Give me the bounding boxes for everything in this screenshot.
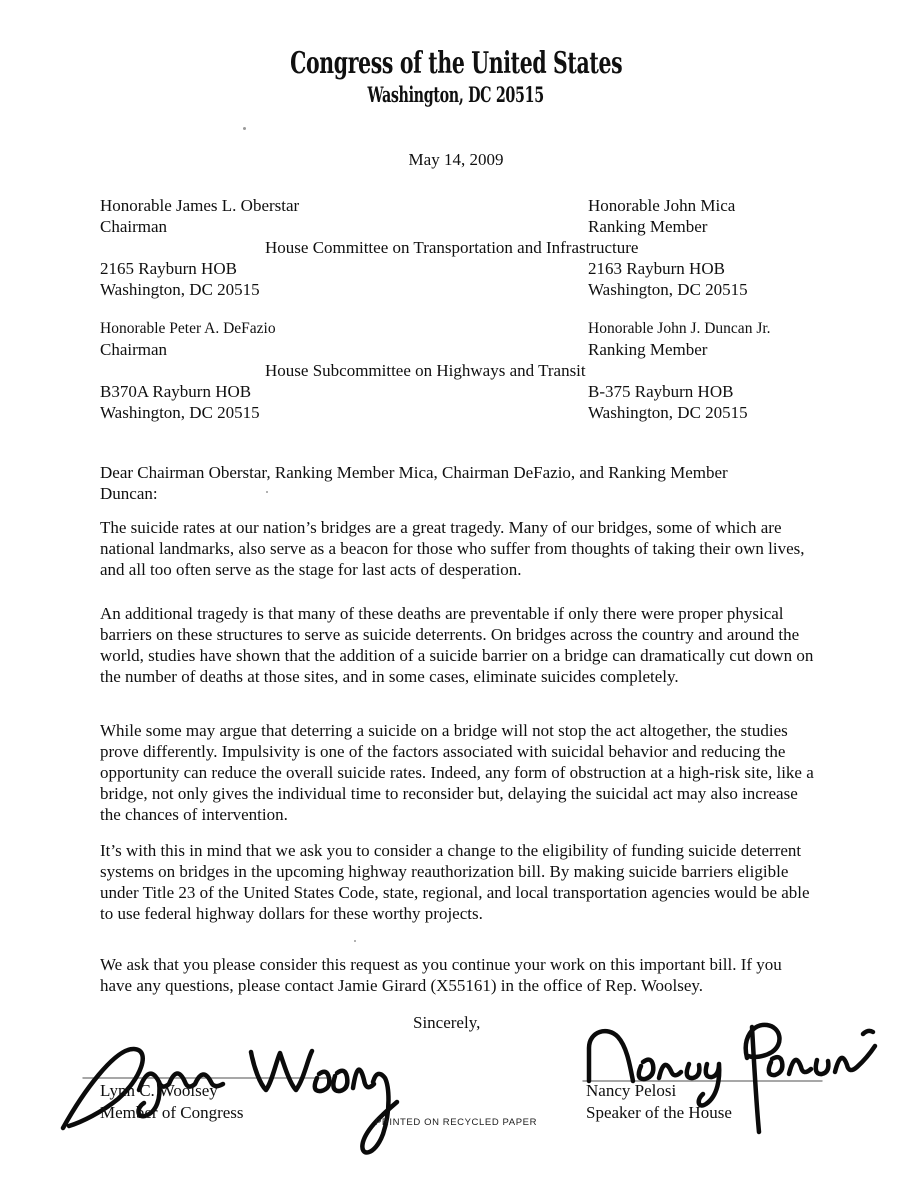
recipient-address-row [100,402,816,423]
letterhead-subtitle-row [0,82,912,107]
closing: Sincerely, [413,1013,481,1032]
paragraph-4: It’s with this in mind that we ask you to consider a change to the eligibility of funding suicide deterrent systems on bridges in the upcoming highway reauthorization bill. By making suicide barriers eligible under Title 23 of the United States Code, state, regional, and local transportation agencies would be able to use federal highway dollars for these worthy projects. [100,841,810,923]
recipient-left-address1: 2165 Rayburn HOB [100,259,237,278]
recipient-block-highways-subcommittee [100,318,816,423]
letter-date: May 14, 2009 [408,150,504,169]
signer-name: Lynn C. Woolsey [100,1081,218,1100]
scan-speck [243,127,246,130]
recipient-left-address2: Washington, DC 20515 [100,403,260,422]
recipient-address-row [100,258,816,279]
recipient-right-address1: B-375 Rayburn HOB [588,382,734,401]
salutation-line-1: Dear Chairman Oberstar, Ranking Member Mica, Chairman DeFazio, and Ranking Member [100,463,728,482]
recipient-right-role: Ranking Member [588,217,708,236]
letterhead-title-row [0,46,912,81]
recipient-left-name: Honorable Peter A. DeFazio [100,320,276,337]
recipient-right-address2: Washington, DC 20515 [588,280,748,299]
paragraph-1: The suicide rates at our nation’s bridges are a great tragedy. Many of our bridges, some of which are national landmarks, also serve as a beacon for those who suffer from thoughts of taking their own lives, and all too often serve as the stage for last acts of desperation. [100,518,805,579]
recipient-right-address1: 2163 Rayburn HOB [588,259,725,278]
recipient-block-transportation-committee [100,195,816,300]
recipient-address-row [100,381,816,402]
letterhead-title: Congress of the United States [289,46,623,81]
paragraph-3: While some may argue that deterring a suicide on a bridge will not stop the act altogether, the studies prove differently. Impulsivity is one of the factors associated with suicidal behavior and reducing the opportunity can reduce the overall suicide rates. Indeed, any form of obstruction at a high-risk site, like a bridge, not only gives the individual time to reconsider but, delaying the suicidal act may also increase the chances of intervention. [100,721,814,824]
signer-title: Speaker of the House [586,1103,732,1122]
recipient-left-address2: Washington, DC 20515 [100,280,260,299]
recipient-name-row [100,195,816,216]
recipient-left-address1: B370A Rayburn HOB [100,382,252,401]
paragraph-2: An additional tragedy is that many of these deaths are preventable if only there were proper physical barriers on these structures to serve as suicide deterrents. On bridges across the country and around the world, studies have shown that the addition of a suicide barrier on a bridge can dramatically cut down on the number of deaths at those sites, and in some cases, eliminate suicides completely. [100,604,814,686]
committee-name: House Subcommittee on Highways and Transit [265,361,586,380]
scan-speck [266,491,268,493]
salutation-line-2: Duncan: [100,484,158,503]
recipient-left-role: Chairman [100,217,168,236]
letterhead [0,46,912,107]
signer-name: Nancy Pelosi [586,1081,677,1100]
committee-name: House Committee on Transportation and Infrastructure [265,238,639,257]
recipient-right-name: Honorable John J. Duncan Jr. [588,320,771,337]
recipient-role-row [100,339,816,360]
salutation [100,462,816,504]
recipient-right-address2: Washington, DC 20515 [588,403,748,422]
scan-speck [354,940,356,942]
recipient-left-role: Chairman [100,340,168,359]
recycled-paper-note: PRINTED ON RECYCLED PAPER [374,1117,538,1128]
recipient-address-row [100,279,816,300]
recipient-left-name: Honorable James L. Oberstar [100,196,300,215]
recipient-name-row [100,318,816,339]
recipient-right-name: Honorable John Mica [588,196,736,215]
signer-title: Member of Congress [100,1103,244,1122]
recipient-right-role: Ranking Member [588,340,708,359]
letterhead-subtitle: Washington, DC 20515 [367,82,545,107]
recipient-role-row [100,216,816,237]
paragraph-5: We ask that you please consider this request as you continue your work on this important bill. If you have any questions, please contact Jamie Girard (X55161) in the office of Rep. Woolsey. [100,955,782,995]
